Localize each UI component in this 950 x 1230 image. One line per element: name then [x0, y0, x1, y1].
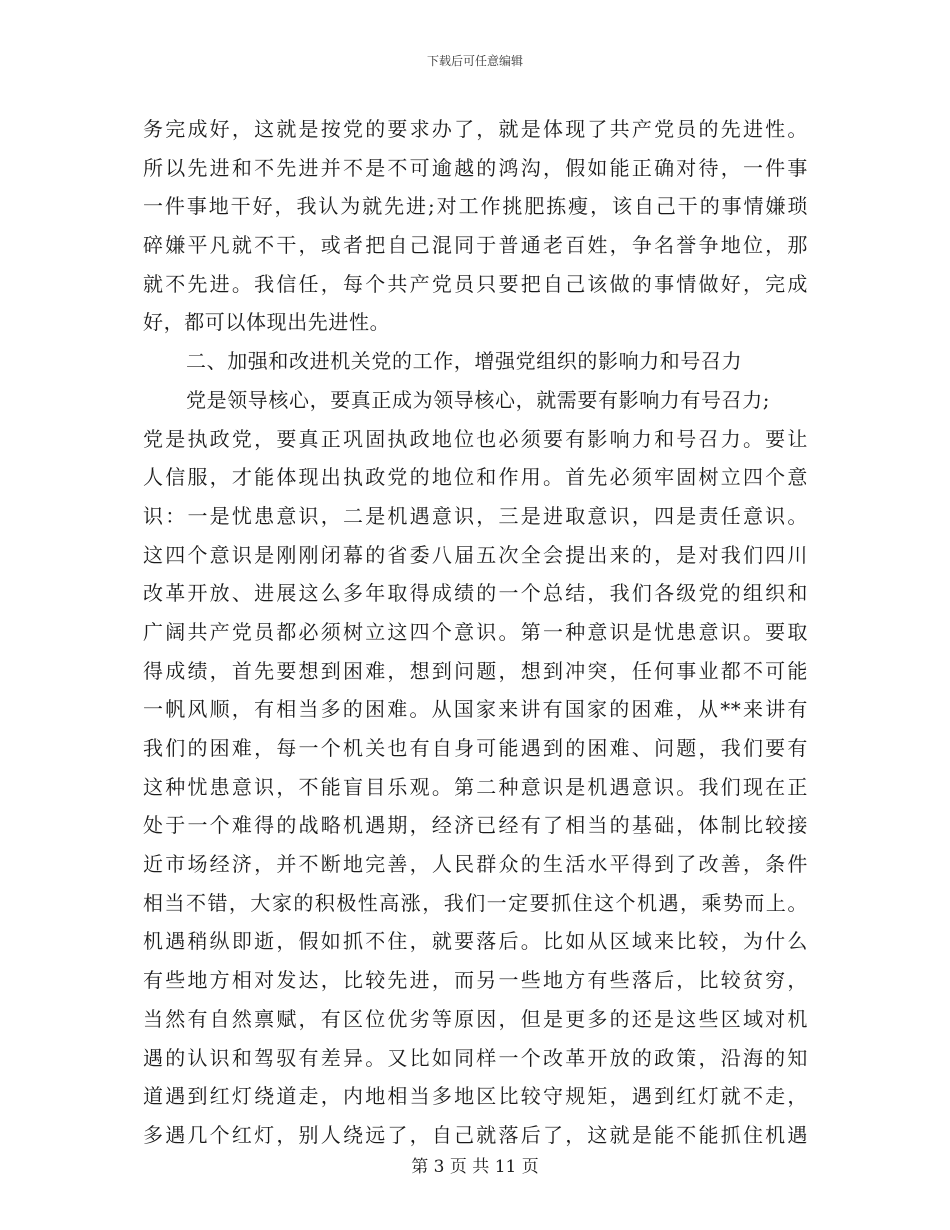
body-line: 人信服，才能体现出执政党的地位和作用。首先必须牢固树立四个意 — [143, 465, 808, 490]
body-line: 得成绩，首先要想到困难，想到问题，想到冲突，任何事业都不可能 — [143, 658, 808, 683]
body-line: 相当不错，大家的积极性高涨，我们一定要抓住这个机遇，乘势而上。 — [143, 890, 808, 915]
body-line: 处于一个难得的战略机遇期，经济已经有了相当的基础，体制比较接 — [143, 813, 808, 838]
body-line: 党是执政党，要真正巩固执政地位也必须要有影响力和号召力。要让 — [143, 426, 808, 451]
body-line: 务完成好，这就是按党的要求办了，就是体现了共产党员的先进性。 — [143, 117, 808, 141]
body-line: 广阔共产党员都必须树立这四个意识。第一种意识是忧患意识。要取 — [143, 619, 808, 644]
body-line: 碎嫌平凡就不干，或者把自己混同于普通老百姓，争名誉争地位，那 — [143, 233, 808, 258]
body-line: 道遇到红灯绕道走，内地相当多地区比较守规矩，遇到红灯就不走， — [143, 1084, 808, 1109]
body-line: 这种忧患意识，不能盲目乐观。第二种意识是机遇意识。我们现在正 — [143, 774, 808, 799]
page-footer: 第 3 页 共 11 页 — [411, 1157, 539, 1177]
page-header: 下载后可任意编辑 — [426, 54, 523, 68]
body-line: 改革开放、进展这么多年取得成绩的一个总结，我们各级党的组织和 — [143, 581, 808, 606]
body-line: 就不先进。我信任，每个共产党员只要把自己该做的事情做好，完成 — [143, 271, 808, 296]
document-body — [143, 110, 808, 1155]
body-line: 识：一是忧患意识，二是机遇意识，三是进取意识，四是责任意识。 — [143, 503, 808, 528]
body-line: 一帆风顺，有相当多的困难。从国家来讲有国家的困难，从**来讲有 — [143, 697, 808, 722]
body-line: 多遇几个红灯，别人绕远了，自己就落后了，这就是能不能抓住机遇 — [143, 1122, 808, 1147]
body-line: 这四个意识是刚刚闭幕的省委八届五次全会提出来的，是对我们四川 — [143, 542, 808, 567]
body-line: 机遇稍纵即逝，假如抓不住，就要落后。比如从区域来比较，为什么 — [143, 929, 808, 954]
body-line: 有些地方相对发达，比较先进，而另一些地方有些落后，比较贫穷， — [143, 968, 808, 993]
body-line: 一件事地干好，我认为就先进;对工作挑肥拣瘦，该自己干的事情嫌琐 — [143, 194, 808, 219]
body-line: 当然有自然禀赋，有区位优劣等原因，但是更多的还是这些区域对机 — [143, 1006, 808, 1031]
section-heading: 二、加强和改进机关党的工作，增强党组织的影响力和号召力 — [186, 349, 743, 374]
body-line: 我们的困难，每一个机关也有自身可能遇到的困难、问题，我们要有 — [143, 736, 808, 760]
body-line: 好，都可以体现出先进性。 — [143, 310, 391, 335]
body-line: 近市场经济，并不断地完善，人民群众的生活水平得到了改善，条件 — [143, 852, 808, 877]
body-line: 遇的认识和驾驭有差异。又比如同样一个改革开放的政策，沿海的知 — [143, 1045, 808, 1070]
body-line: 党是领导核心，要真正成为领导核心，就需要有影响力有号召力; — [186, 387, 771, 412]
body-line: 所以先进和不先进并不是不可逾越的鸿沟，假如能正确对待，一件事 — [143, 155, 808, 180]
